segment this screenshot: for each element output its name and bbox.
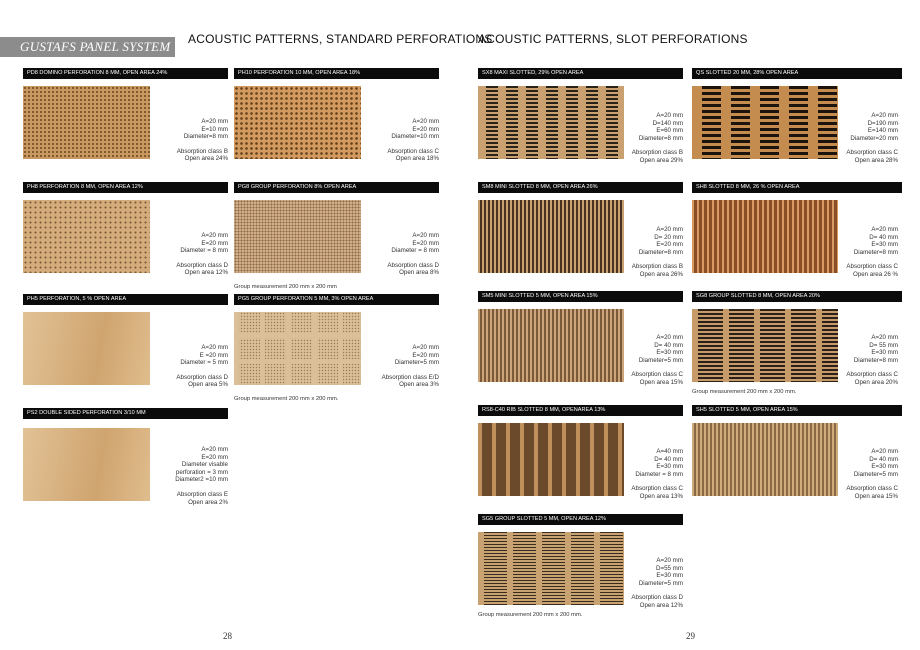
panel-pattern-swatch (23, 86, 150, 159)
spec-line: E=30 mm (656, 463, 683, 471)
absorption-line: Absorption class C (846, 149, 898, 157)
absorption-line: Absorption class D (631, 594, 683, 602)
absorption-line: Open area 3% (399, 381, 439, 389)
spec-line: D= 40 mm (869, 455, 898, 463)
spec-line: A=20 mm (871, 226, 898, 233)
page-number-right: 29 (686, 631, 695, 641)
spec-line: A=20 mm (871, 112, 898, 119)
absorption-line: Absorption class B (631, 263, 683, 271)
panel-specs (603, 226, 683, 279)
absorption-line: Absorption class D (176, 261, 228, 269)
absorption-line: Absorption class C (631, 371, 683, 379)
panel-specs (359, 344, 439, 389)
panel-pattern-swatch (692, 423, 838, 496)
spec-line: Diameter = 8 mm (391, 247, 439, 255)
absorption-line: Absorption class C (846, 485, 898, 493)
spec-line: A=40 mm (656, 448, 683, 455)
group-measurement-note: Group measurement 200 mm x 200 mm. (478, 612, 583, 618)
spec-line: Diameter=5 mm (394, 359, 439, 367)
spec-line: Diameter = 8 mm (635, 470, 683, 478)
spec-line: E=20 mm (201, 453, 228, 461)
panel-specs (359, 118, 439, 163)
spec-line: E=30 mm (656, 572, 683, 580)
absorption-line: Absorption class D (176, 373, 228, 381)
panel-pattern-swatch (234, 200, 361, 273)
absorption-line: Open area 20% (854, 378, 898, 386)
spec-line: A=20 mm (656, 557, 683, 564)
spec-line: Diameter=5 mm (853, 470, 898, 478)
spec-line: D= 40 mm (869, 233, 898, 241)
spec-line: A=20 mm (412, 344, 439, 351)
absorption-line: Absorption class C (846, 263, 898, 271)
panel-pattern-swatch (234, 86, 361, 159)
spec-line: E=20 mm (656, 241, 683, 249)
spec-line: D=140 mm (652, 119, 683, 127)
panel-title-bar: RS8-C40 RIB SLOTTED 8 MM, OPENAREA 13% (478, 405, 683, 416)
absorption-line: Absorption class D (387, 261, 439, 269)
spec-line: perforation = 3 mm (175, 468, 228, 476)
absorption-line: Open area 15% (854, 492, 898, 500)
absorption-line: Open area 18% (395, 155, 439, 163)
spec-line: Diameter visable (181, 461, 228, 469)
panel-title-bar: SG8 GROUP SLOTTED 8 MM, OPEN AREA 20% (692, 291, 902, 302)
panel-specs (148, 232, 228, 277)
section-title-standard: ACOUSTIC PATTERNS, STANDARD PERFORATIONS (188, 32, 493, 46)
panel-pattern-swatch (23, 200, 150, 273)
panel-pattern-swatch (692, 200, 838, 273)
spec-line: D= 20 mm (654, 233, 683, 241)
spec-line: E=30 mm (871, 241, 898, 249)
spec-line: Diameter=8 mm (638, 248, 683, 256)
spec-line: Diameter = 5 mm (180, 359, 228, 367)
spec-line: A=20 mm (412, 232, 439, 239)
panel-title-bar: SH8 SLOTTED 8 MM, 26 % OPEN AREA (692, 182, 902, 193)
absorption-line: Absorption class C (631, 485, 683, 493)
panel-specs (603, 334, 683, 387)
spec-line: D=190 mm (867, 119, 898, 127)
absorption-line: Absorption class E (176, 490, 228, 498)
spec-line: E=60 mm (656, 127, 683, 135)
spec-line: E=10 mm (201, 125, 228, 133)
panel-title-bar: PH10 PERFORATION 10 MM, OPEN AREA 18% (234, 68, 439, 79)
spec-line: A=20 mm (656, 334, 683, 341)
spec-line: D= 55 mm (869, 341, 898, 349)
panel-title-bar: PD8 DOMINO PERFORATION 8 MM, OPEN AREA 24% (23, 68, 228, 79)
brand-label: GUSTAFS PANEL SYSTEM (0, 37, 175, 57)
spec-line: E=20 mm (412, 125, 439, 133)
absorption-line: Open area 29% (639, 156, 683, 164)
panel-specs (818, 226, 898, 279)
panel-pattern-swatch (234, 312, 361, 385)
spec-line: D=55 mm (656, 564, 683, 572)
spec-line: E=30 mm (871, 463, 898, 471)
spec-line: A=20 mm (871, 448, 898, 455)
spec-line: E=20 mm (201, 239, 228, 247)
absorption-line: Open area 26 % (852, 270, 898, 278)
spec-line: A=20 mm (201, 232, 228, 239)
spec-line: E =20 mm (199, 351, 228, 359)
panel-title-bar: QS SLOTTED 20 MM, 28% OPEN AREA (692, 68, 902, 79)
spec-line: A=20 mm (201, 118, 228, 125)
spec-line: Diameter = 8 mm (180, 247, 228, 255)
absorption-line: Open area 5% (188, 381, 228, 389)
absorption-line: Open area 26% (639, 270, 683, 278)
panel-pattern-swatch (23, 312, 150, 385)
absorption-line: Open area 12% (639, 601, 683, 609)
panel-specs (818, 448, 898, 501)
spec-line: Diameter=8 mm (183, 133, 228, 141)
spec-line: A=20 mm (201, 344, 228, 351)
panel-specs (603, 557, 683, 610)
panel-title-bar: PH5 PERFORATION, 5 % OPEN AREA (23, 294, 228, 305)
panel-specs (603, 112, 683, 165)
spec-line: E=30 mm (871, 349, 898, 357)
panel-title-bar: PS2 DOUBLE SIDED PERFORATION 3/10 MM (23, 408, 228, 419)
panel-pattern-swatch (692, 309, 838, 382)
absorption-line: Open area 12% (184, 269, 228, 277)
section-title-slot: ACOUSTIC PATTERNS, SLOT PERFORATIONS (478, 32, 748, 46)
panel-pattern-swatch (692, 86, 838, 159)
spec-line: A=20 mm (412, 118, 439, 125)
panel-specs (359, 232, 439, 277)
spec-line: E=30 mm (656, 349, 683, 357)
absorption-line: Open area 15% (639, 378, 683, 386)
absorption-line: Absorption class C (387, 147, 439, 155)
spec-line: D= 40 mm (654, 455, 683, 463)
absorption-line: Open area 8% (399, 269, 439, 277)
spec-line: Diameter2 =10 mm (175, 476, 228, 484)
group-measurement-note: Group measurement 200 mm x 200 mm. (234, 396, 339, 402)
spec-line: Diameter=10 mm (391, 133, 439, 141)
spec-line: A=20 mm (656, 226, 683, 233)
spec-line: A=20 mm (201, 446, 228, 453)
absorption-line: Open area 28% (854, 156, 898, 164)
spec-line: Diameter=8 mm (638, 134, 683, 142)
panel-title-bar: SX8 MAXI SLOTTED, 29% OPEN AREA (478, 68, 683, 79)
spec-line: Diameter=5 mm (638, 356, 683, 364)
spec-line: Diameter=20 mm (850, 134, 898, 142)
panel-specs (148, 118, 228, 163)
panel-specs (818, 112, 898, 165)
spec-line: Diameter=5 mm (638, 579, 683, 587)
absorption-line: Absorption class E/D (381, 373, 439, 381)
absorption-line: Absorption class B (631, 149, 683, 157)
spec-line: E=20 mm (412, 351, 439, 359)
panel-specs (818, 334, 898, 387)
panel-title-bar: SM8 MINI SLOTTED 8 MM, OPEN AREA 26% (478, 182, 683, 193)
panel-title-bar: PG5 GROUP PERFORATION 5 MM, 3% OPEN AREA (234, 294, 439, 305)
absorption-line: Absorption class B (176, 147, 228, 155)
absorption-line: Open area 24% (184, 155, 228, 163)
absorption-line: Absorption class C (846, 371, 898, 379)
panel-title-bar: SH5 SLOTTED 5 MM, OPEN AREA 15% (692, 405, 902, 416)
spec-line: Diameter=8 mm (853, 248, 898, 256)
panel-specs (148, 446, 228, 506)
spec-line: E=140 mm (867, 127, 898, 135)
panel-title-bar: PG8 GROUP PERFORATION 8% OPEN AREA (234, 182, 439, 193)
panel-specs (148, 344, 228, 389)
panel-specs (603, 448, 683, 501)
panel-title-bar: SG5 GROUP SLOTTED 5 MM, OPEN AREA 12% (478, 514, 683, 525)
page-number-left: 28 (223, 631, 232, 641)
group-measurement-note: Group measurement 200 mm x 200 mm. (692, 389, 797, 395)
absorption-line: Open area 2% (188, 498, 228, 506)
spec-line: A=20 mm (871, 334, 898, 341)
group-measurement-note: Group measurement 200 mm x 200 mm (234, 284, 337, 290)
panel-title-bar: SM5 MINI SLOTTED 5 MM, OPEN AREA 15% (478, 291, 683, 302)
spec-line: A=20 mm (656, 112, 683, 119)
spec-line: D= 40 mm (654, 341, 683, 349)
spec-line: E=20 mm (412, 239, 439, 247)
panel-title-bar: PH8 PERFORATION 8 MM, OPEN AREA 12% (23, 182, 228, 193)
panel-pattern-swatch (23, 428, 150, 501)
absorption-line: Open area 13% (639, 492, 683, 500)
spec-line: Diameter=8 mm (853, 356, 898, 364)
